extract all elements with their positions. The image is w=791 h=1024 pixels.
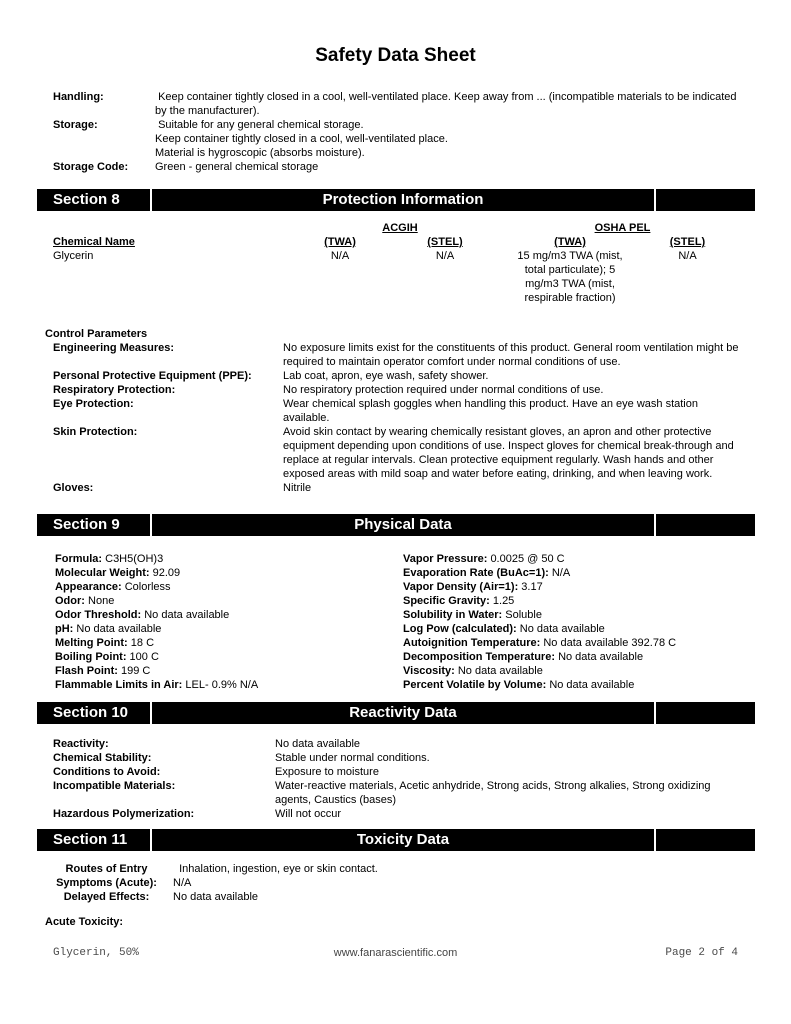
physical-property <box>55 622 395 636</box>
property-label: Appearance: <box>55 581 122 593</box>
handling-value: Keep container tightly closed in a cool, well-ventilated place. Keep away from ... (incompatible materials to be indicated by the manufacturer). <box>155 91 740 117</box>
acgih-stel-header: (STEL) <box>427 236 463 248</box>
physical-data-right-column <box>403 552 755 692</box>
physical-property <box>403 608 755 622</box>
footer-product-name: Glycerin, 50% <box>53 947 139 959</box>
acgih-twa-header: (TWA) <box>324 236 356 248</box>
footer-website: www.fanarascientific.com <box>333 947 458 959</box>
property-label: Percent Volatile by Volume: <box>403 679 547 691</box>
property-value: 92.09 <box>152 567 181 579</box>
property-value: No data available <box>76 623 162 635</box>
property-value: 3.17 <box>521 581 543 593</box>
section-10-number: Section 10 <box>53 704 129 721</box>
chemical-stability-label: Chemical Stability: <box>53 752 152 764</box>
reactivity-label: Reactivity: <box>53 738 109 750</box>
toxicity-rows <box>40 862 750 904</box>
physical-property <box>403 636 755 650</box>
section-9-title: Physical Data <box>354 516 452 533</box>
conditions-to-avoid-label: Conditions to Avoid: <box>53 766 161 778</box>
ppe-label: Personal Protective Equipment (PPE): <box>53 370 252 382</box>
property-label: Viscosity: <box>403 665 455 677</box>
property-value: C3H5(OH)3 <box>105 553 164 565</box>
gloves-value: Nitrile <box>283 482 312 494</box>
table-row-acgih-stel: N/A <box>435 250 455 262</box>
toxicity-block <box>40 862 750 904</box>
footer-page-number: Page 2 of 4 <box>665 947 738 959</box>
property-value: 18 C <box>130 637 155 649</box>
section-bar-end-cell <box>656 189 755 211</box>
property-label: Evaporation Rate (BuAc=1): <box>403 567 549 579</box>
physical-property <box>403 622 755 636</box>
property-value: No data available <box>549 679 635 691</box>
control-parameters-block <box>45 327 747 495</box>
hazardous-polymerization-value: Will not occur <box>275 808 342 820</box>
physical-data-left-column <box>55 552 395 692</box>
ppe-value: Lab coat, apron, eye wash, safety shower. <box>283 370 489 382</box>
respiratory-protection-value: No respiratory protection required under normal conditions of use. <box>283 384 604 396</box>
property-label: Flammable Limits in Air: <box>55 679 183 691</box>
acgih-group-header: ACGIH <box>382 222 418 234</box>
group-header-spacer <box>53 221 295 235</box>
section-8-number: Section 8 <box>53 191 120 208</box>
routes-of-entry-label: Routes of Entry <box>65 863 148 875</box>
storage-label-spacer2 <box>53 146 155 160</box>
chemical-name-header: Chemical Name <box>53 236 135 248</box>
section-10-header-bar <box>37 702 755 724</box>
property-value: Soluble <box>505 609 542 621</box>
reactivity-block <box>53 737 747 821</box>
section-9-header-bar <box>37 514 755 536</box>
property-label: Log Pow (calculated): <box>403 623 517 635</box>
property-label: Formula: <box>55 553 103 565</box>
property-label: Odor: <box>55 595 85 607</box>
section-11-title: Toxicity Data <box>356 831 450 848</box>
property-value: None <box>88 595 115 607</box>
incompatible-materials-label: Incompatible Materials: <box>53 780 176 792</box>
section-8-header-bar <box>37 189 755 211</box>
property-label: Solubility in Water: <box>403 609 503 621</box>
physical-property <box>403 594 755 608</box>
physical-property <box>403 552 755 566</box>
physical-property <box>55 650 395 664</box>
physical-property <box>55 636 395 650</box>
skin-protection-value: Avoid skin contact by wearing chemically resistant gloves, an apron and other protective equipment depending upon conditions of use. Inspect gloves for chemical break-through and replace at regular intervals. Clean protective equipment regularly. Wash hands and other exposed areas with mild soap and water before eating, drinking, and when leaving work. <box>283 426 737 480</box>
physical-property <box>403 650 755 664</box>
conditions-to-avoid-value: Exposure to moisture <box>275 766 379 778</box>
reactivity-value: No data available <box>275 738 361 750</box>
storage-code-value: Green - general chemical storage <box>155 161 319 173</box>
storage-value-line1: Suitable for any general chemical storage. <box>155 119 364 131</box>
property-value: No data available <box>558 651 644 663</box>
physical-property <box>55 594 395 608</box>
property-label: Melting Point: <box>55 637 128 649</box>
property-value: No data available <box>144 609 230 621</box>
incompatible-materials-value: Water-reactive materials, Acetic anhydride, Strong acids, Strong alkalies, Strong oxidizing agents, Caustics (bases) <box>275 780 714 806</box>
property-label: Boiling Point: <box>55 651 127 663</box>
property-label: Vapor Density (Air=1): <box>403 581 519 593</box>
hazardous-polymerization-label: Hazardous Polymerization: <box>53 808 195 820</box>
property-value: No data available <box>519 623 605 635</box>
property-label: Molecular Weight: <box>55 567 150 579</box>
eye-protection-value: Wear chemical splash goggles when handling this product. Have an eye wash station available. <box>283 398 702 424</box>
page-title: Safety Data Sheet <box>315 45 476 66</box>
property-value: 0.0025 @ 50 C <box>490 553 565 565</box>
symptoms-acute-label: Symptoms (Acute): <box>56 877 157 889</box>
table-row-osha-stel: N/A <box>678 250 697 262</box>
table-row-osha-twa: 15 mg/m3 TWA (mist, total particulate); 5 mg/m3 TWA (mist, respirable fraction) <box>517 250 623 304</box>
property-label: pH: <box>55 623 74 635</box>
property-value: 1.25 <box>492 595 515 607</box>
osha-pel-group-header: OSHA PEL <box>594 222 651 234</box>
gloves-label: Gloves: <box>53 482 94 494</box>
physical-property <box>403 678 755 692</box>
osha-twa-header: (TWA) <box>554 236 586 248</box>
delayed-effects-label: Delayed Effects: <box>63 891 150 903</box>
section-bar-end-cell <box>656 514 755 536</box>
engineering-measures-value: No exposure limits exist for the constituents of this product. General room ventilation might be required to maintain operator comfort under normal conditions of use. <box>283 342 742 368</box>
chemical-stability-value: Stable under normal conditions. <box>275 752 430 764</box>
handling-label: Handling: <box>53 91 104 103</box>
routes-of-entry-value: Inhalation, ingestion, eye or skin contact. <box>173 863 378 875</box>
protection-table <box>53 221 740 305</box>
section-9-number: Section 9 <box>53 516 120 533</box>
physical-property <box>403 566 755 580</box>
storage-code-label: Storage Code: <box>53 161 129 173</box>
property-value: No data available 392.78 C <box>543 637 677 649</box>
property-value: Colorless <box>124 581 171 593</box>
osha-stel-header: (STEL) <box>669 236 706 248</box>
property-label: Odor Threshold: <box>55 609 142 621</box>
respiratory-protection-label: Respiratory Protection: <box>53 384 176 396</box>
property-label: Autoignition Temperature: <box>403 637 541 649</box>
property-label: Specific Gravity: <box>403 595 490 607</box>
property-value: 100 C <box>129 651 159 663</box>
control-parameters-rows <box>45 341 747 495</box>
physical-property <box>55 552 395 566</box>
section-10-title: Reactivity Data <box>349 704 457 721</box>
property-value: No data available <box>457 665 543 677</box>
property-value: 199 C <box>121 665 151 677</box>
storage-label: Storage: <box>53 119 98 131</box>
property-label: Decomposition Temperature: <box>403 651 555 663</box>
handling-storage-block <box>53 90 747 174</box>
storage-value-line3: Material is hygroscopic (absorbs moisture). <box>155 147 365 159</box>
delayed-effects-value: No data available <box>173 891 259 903</box>
physical-property <box>55 580 395 594</box>
section-bar-end-cell <box>656 702 755 724</box>
property-value: LEL- 0.9% N/A <box>185 679 259 691</box>
physical-property <box>55 678 395 692</box>
physical-property <box>55 566 395 580</box>
reactivity-rows <box>53 737 747 821</box>
physical-property <box>55 608 395 622</box>
section-11-number: Section 11 <box>53 831 128 848</box>
table-row-chemical: Glycerin <box>53 250 94 262</box>
section-bar-end-cell <box>656 829 755 851</box>
section-8-title: Protection Information <box>322 191 484 208</box>
section-11-header-bar <box>37 829 755 851</box>
table-row-acgih-twa: N/A <box>330 250 350 262</box>
engineering-measures-label: Engineering Measures: <box>53 342 175 354</box>
symptoms-acute-value: N/A <box>173 877 192 889</box>
physical-property <box>403 664 755 678</box>
storage-label-spacer <box>53 132 155 146</box>
skin-protection-label: Skin Protection: <box>53 426 138 438</box>
property-label: Flash Point: <box>55 665 118 677</box>
acute-toxicity-heading: Acute Toxicity: <box>45 916 124 928</box>
physical-property <box>55 664 395 678</box>
property-label: Vapor Pressure: <box>403 553 488 565</box>
physical-property <box>403 580 755 594</box>
storage-value-line2: Keep container tightly closed in a cool, well-ventilated place. <box>155 133 448 145</box>
property-value: N/A <box>551 567 571 579</box>
control-parameters-heading: Control Parameters <box>45 328 148 340</box>
eye-protection-label: Eye Protection: <box>53 398 134 410</box>
